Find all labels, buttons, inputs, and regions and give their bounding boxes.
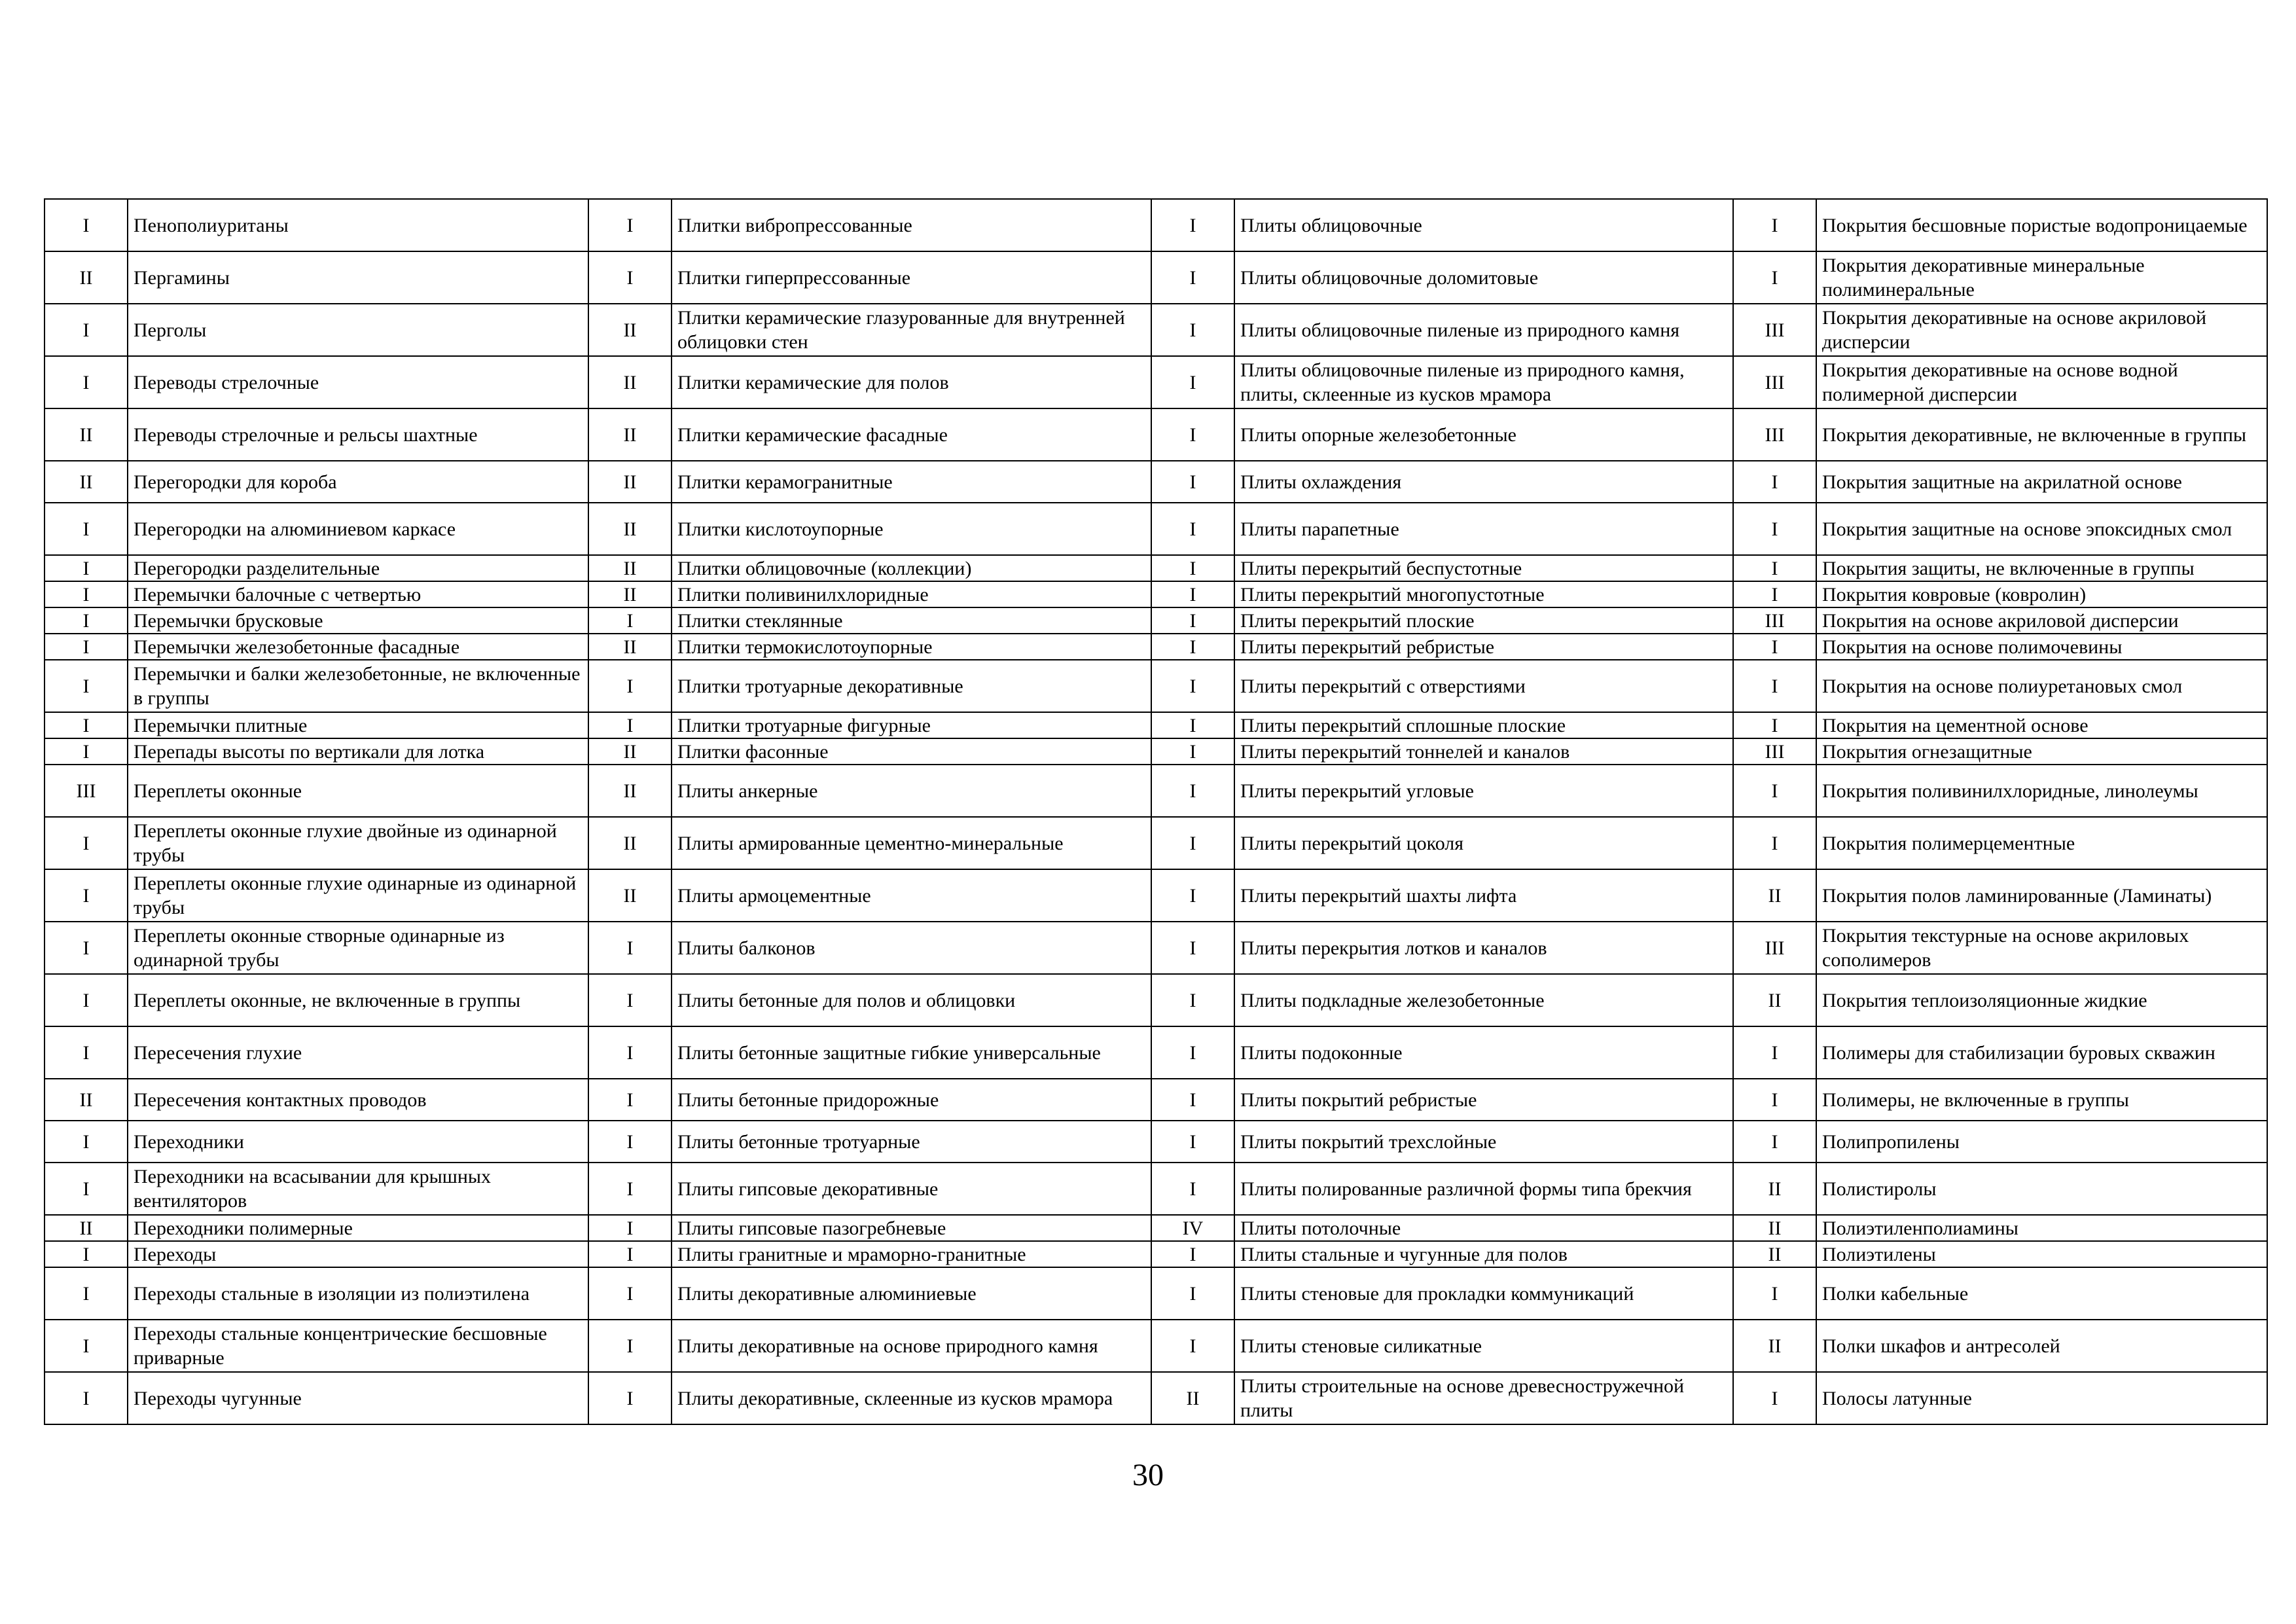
material-name-cell: Перемычки и балки железобетонные, не включенные в группы (128, 660, 588, 712)
material-name-cell: Перемычки железобетонные фасадные (128, 634, 588, 660)
material-name-cell: Полимеры, не включенные в группы (1816, 1079, 2267, 1121)
group-cell: II (588, 555, 672, 581)
group-cell: I (1151, 634, 1234, 660)
material-name-cell: Плиты перекрытий беспустотные (1234, 555, 1733, 581)
material-name-cell: Плиты покрытий трехслойные (1234, 1121, 1733, 1163)
material-name-cell: Плитки тротуарные фигурные (672, 712, 1151, 738)
group-cell: I (45, 1026, 128, 1079)
material-name-cell: Перемычки балочные с четвертью (128, 581, 588, 607)
material-name-cell: Переплеты оконные глухие двойные из одинарной трубы (128, 817, 588, 869)
table-row (45, 1121, 2267, 1163)
group-cell: I (588, 199, 672, 251)
table-row (45, 1320, 2267, 1372)
group-cell: II (1733, 1163, 1816, 1215)
group-cell: I (1151, 1079, 1234, 1121)
material-name-cell: Плитки тротуарные декоративные (672, 660, 1151, 712)
table-row (45, 199, 2267, 251)
group-cell: II (588, 634, 672, 660)
material-name-cell: Плиты перекрытий цоколя (1234, 817, 1733, 869)
material-name-cell: Плиты гипсовые декоративные (672, 1163, 1151, 1215)
table-row (45, 974, 2267, 1026)
group-cell: I (45, 922, 128, 974)
group-cell: I (1151, 581, 1234, 607)
materials-group-table (44, 198, 2268, 1425)
material-name-cell: Покрытия на основе акриловой дисперсии (1816, 607, 2267, 634)
group-cell: I (45, 712, 128, 738)
group-cell: I (1733, 503, 1816, 555)
page-number: 30 (1132, 1458, 1164, 1492)
group-cell: II (588, 356, 672, 408)
group-cell: I (1151, 1241, 1234, 1267)
group-cell: I (588, 660, 672, 712)
material-name-cell: Переводы стрелочные и рельсы шахтные (128, 408, 588, 461)
table-row (45, 304, 2267, 356)
material-name-cell: Плиты полированные различной формы типа брекчия (1234, 1163, 1733, 1215)
material-name-cell: Покрытия на основе полимочевины (1816, 634, 2267, 660)
material-name-cell: Плиты перекрытий угловые (1234, 765, 1733, 817)
material-name-cell: Переходы (128, 1241, 588, 1267)
material-name-cell: Плиты покрытий ребристые (1234, 1079, 1733, 1121)
group-cell: I (45, 634, 128, 660)
material-name-cell: Плиты перекрытий сплошные плоские (1234, 712, 1733, 738)
group-cell: II (588, 581, 672, 607)
material-name-cell: Плиты парапетные (1234, 503, 1733, 555)
table-row (45, 712, 2267, 738)
material-name-cell: Полистиролы (1816, 1163, 2267, 1215)
material-name-cell: Плиты облицовочные доломитовые (1234, 251, 1733, 304)
material-name-cell: Плиты стальные и чугунные для полов (1234, 1241, 1733, 1267)
group-cell: I (45, 503, 128, 555)
material-name-cell: Переходники на всасывании для крышных вентиляторов (128, 1163, 588, 1215)
group-cell: I (45, 1163, 128, 1215)
group-cell: II (1151, 1372, 1234, 1424)
table-row (45, 660, 2267, 712)
group-cell: I (588, 922, 672, 974)
group-cell: I (588, 1026, 672, 1079)
group-cell: I (1733, 555, 1816, 581)
material-name-cell: Плиты стеновые для прокладки коммуникаций (1234, 1267, 1733, 1320)
material-name-cell: Покрытия ковровые (ковролин) (1816, 581, 2267, 607)
group-cell: I (588, 1241, 672, 1267)
group-cell: I (1733, 660, 1816, 712)
group-cell: I (45, 555, 128, 581)
material-name-cell: Плиты облицовочные пиленые из природного камня (1234, 304, 1733, 356)
material-name-cell: Плиты анкерные (672, 765, 1151, 817)
material-name-cell: Плиты перекрытий шахты лифта (1234, 869, 1733, 922)
material-name-cell: Плиты перекрытий тоннелей и каналов (1234, 738, 1733, 765)
table-row (45, 1026, 2267, 1079)
group-cell: I (45, 1267, 128, 1320)
group-cell: I (1151, 922, 1234, 974)
table-row (45, 634, 2267, 660)
material-name-cell: Покрытия защитные на основе эпоксидных смол (1816, 503, 2267, 555)
group-cell: I (1733, 1026, 1816, 1079)
group-cell: I (588, 1372, 672, 1424)
group-cell: I (1151, 1121, 1234, 1163)
group-cell: II (588, 869, 672, 922)
material-name-cell: Переходы стальные концентрические бесшовные приварные (128, 1320, 588, 1372)
group-cell: II (1733, 974, 1816, 1026)
group-cell: III (1733, 304, 1816, 356)
material-name-cell: Пергамины (128, 251, 588, 304)
group-cell: I (1151, 461, 1234, 503)
material-name-cell: Полимеры для стабилизации буровых скважин (1816, 1026, 2267, 1079)
group-cell: I (1151, 503, 1234, 555)
material-name-cell: Плитки фасонные (672, 738, 1151, 765)
group-cell: I (1733, 581, 1816, 607)
group-cell: III (1733, 922, 1816, 974)
table-row (45, 1372, 2267, 1424)
material-name-cell: Перемычки брусковые (128, 607, 588, 634)
group-cell: I (45, 1320, 128, 1372)
material-name-cell: Покрытия полимерцементные (1816, 817, 2267, 869)
material-name-cell: Перегородки на алюминиевом каркасе (128, 503, 588, 555)
table-row (45, 1267, 2267, 1320)
material-name-cell: Переводы стрелочные (128, 356, 588, 408)
group-cell: I (1151, 660, 1234, 712)
group-cell: I (1733, 1121, 1816, 1163)
group-cell: IV (1151, 1215, 1234, 1241)
table-row (45, 738, 2267, 765)
group-cell: I (1151, 817, 1234, 869)
material-name-cell: Покрытия декоративные минеральные полиминеральные (1816, 251, 2267, 304)
group-cell: II (45, 408, 128, 461)
material-name-cell: Покрытия защиты, не включенные в группы (1816, 555, 2267, 581)
group-cell: I (1151, 869, 1234, 922)
material-name-cell: Плиты бетонные защитные гибкие универсальные (672, 1026, 1151, 1079)
group-cell: I (1151, 1163, 1234, 1215)
group-cell: II (45, 1215, 128, 1241)
group-cell: I (588, 1215, 672, 1241)
group-cell: II (45, 251, 128, 304)
group-cell: I (588, 607, 672, 634)
table-row (45, 1215, 2267, 1241)
group-cell: I (45, 607, 128, 634)
group-cell: I (1151, 251, 1234, 304)
table-row (45, 1163, 2267, 1215)
material-name-cell: Плиты армированные цементно-минеральные (672, 817, 1151, 869)
group-cell: I (588, 1079, 672, 1121)
material-name-cell: Пересечения контактных проводов (128, 1079, 588, 1121)
group-cell: I (1151, 738, 1234, 765)
material-name-cell: Полосы латунные (1816, 1372, 2267, 1424)
group-cell: I (1733, 1267, 1816, 1320)
group-cell: I (1733, 1079, 1816, 1121)
group-cell: I (588, 1320, 672, 1372)
group-cell: II (1733, 1241, 1816, 1267)
material-name-cell: Плитки стеклянные (672, 607, 1151, 634)
material-name-cell: Плитки облицовочные (коллекции) (672, 555, 1151, 581)
group-cell: I (1151, 408, 1234, 461)
material-name-cell: Плиты армоцементные (672, 869, 1151, 922)
material-name-cell: Плиты облицовочные (1234, 199, 1733, 251)
material-name-cell: Плиты стеновые силикатные (1234, 1320, 1733, 1372)
group-cell: I (588, 1267, 672, 1320)
material-name-cell: Покрытия декоративные на основе водной полимерной дисперсии (1816, 356, 2267, 408)
material-name-cell: Плитки кислотоупорные (672, 503, 1151, 555)
table-row (45, 461, 2267, 503)
material-name-cell: Плиты гранитные и мраморно-гранитные (672, 1241, 1151, 1267)
material-name-cell: Покрытия теплоизоляционные жидкие (1816, 974, 2267, 1026)
material-name-cell: Плиты подкладные железобетонные (1234, 974, 1733, 1026)
material-name-cell: Полиэтиленполиамины (1816, 1215, 2267, 1241)
group-cell: I (1151, 1320, 1234, 1372)
material-name-cell: Плитки керамогранитные (672, 461, 1151, 503)
group-cell: III (1733, 607, 1816, 634)
material-name-cell: Переходы стальные в изоляции из полиэтилена (128, 1267, 588, 1320)
group-cell: I (45, 1241, 128, 1267)
group-cell: II (1733, 1215, 1816, 1241)
material-name-cell: Плиты балконов (672, 922, 1151, 974)
material-name-cell: Плитки керамические для полов (672, 356, 1151, 408)
material-name-cell: Переплеты оконные створные одинарные из одинарной трубы (128, 922, 588, 974)
group-cell: I (45, 356, 128, 408)
material-name-cell: Плиты гипсовые пазогребневые (672, 1215, 1151, 1241)
table-row (45, 251, 2267, 304)
material-name-cell: Полки шкафов и антресолей (1816, 1320, 2267, 1372)
material-name-cell: Плитки керамические фасадные (672, 408, 1151, 461)
group-cell: III (1733, 356, 1816, 408)
group-cell: I (1733, 199, 1816, 251)
table-row (45, 356, 2267, 408)
material-name-cell: Плиты бетонные тротуарные (672, 1121, 1151, 1163)
material-name-cell: Плиты бетонные для полов и облицовки (672, 974, 1151, 1026)
material-name-cell: Перегородки для короба (128, 461, 588, 503)
material-name-cell: Плиты декоративные на основе природного камня (672, 1320, 1151, 1372)
material-name-cell: Переплеты оконные (128, 765, 588, 817)
group-cell: I (1733, 765, 1816, 817)
table-row (45, 922, 2267, 974)
material-name-cell: Перегородки разделительные (128, 555, 588, 581)
group-cell: II (1733, 869, 1816, 922)
material-name-cell: Плиты декоративные алюминиевые (672, 1267, 1151, 1320)
table-row (45, 607, 2267, 634)
material-name-cell: Покрытия декоративные на основе акриловой дисперсии (1816, 304, 2267, 356)
material-name-cell: Пенополиуританы (128, 199, 588, 251)
group-cell: II (588, 738, 672, 765)
material-name-cell: Плиты бетонные придорожные (672, 1079, 1151, 1121)
group-cell: III (1733, 738, 1816, 765)
material-name-cell: Полипропилены (1816, 1121, 2267, 1163)
material-name-cell: Переплеты оконные, не включенные в группы (128, 974, 588, 1026)
material-name-cell: Покрытия защитные на акрилатной основе (1816, 461, 2267, 503)
material-name-cell: Перепады высоты по вертикали для лотка (128, 738, 588, 765)
material-name-cell: Переходы чугунные (128, 1372, 588, 1424)
material-name-cell: Покрытия на основе полиуретановых смол (1816, 660, 2267, 712)
table-row (45, 1079, 2267, 1121)
group-cell: I (1733, 634, 1816, 660)
group-cell: I (1733, 1372, 1816, 1424)
material-name-cell: Плитки термокислотоупорные (672, 634, 1151, 660)
group-cell: I (1151, 712, 1234, 738)
material-name-cell: Полиэтилены (1816, 1241, 2267, 1267)
material-name-cell: Покрытия полов ламинированные (Ламинаты) (1816, 869, 2267, 922)
group-cell: II (588, 503, 672, 555)
group-cell: II (45, 1079, 128, 1121)
group-cell: I (1151, 765, 1234, 817)
material-name-cell: Покрытия текстурные на основе акриловых сополимеров (1816, 922, 2267, 974)
group-cell: I (1151, 1267, 1234, 1320)
material-name-cell: Плиты перекрытий ребристые (1234, 634, 1733, 660)
table-row (45, 1241, 2267, 1267)
group-cell: III (45, 765, 128, 817)
group-cell: II (588, 765, 672, 817)
material-name-cell: Перемычки плитные (128, 712, 588, 738)
group-cell: I (588, 974, 672, 1026)
table-row (45, 555, 2267, 581)
group-cell: I (1151, 607, 1234, 634)
material-name-cell: Переходники полимерные (128, 1215, 588, 1241)
group-cell: I (1151, 1026, 1234, 1079)
group-cell: I (588, 712, 672, 738)
material-name-cell: Покрытия бесшовные пористые водопроницаемые (1816, 199, 2267, 251)
group-cell: II (588, 304, 672, 356)
material-name-cell: Плиты перекрытий многопустотные (1234, 581, 1733, 607)
group-cell: I (1151, 974, 1234, 1026)
material-name-cell: Плиты потолочные (1234, 1215, 1733, 1241)
group-cell: I (45, 817, 128, 869)
material-name-cell: Покрытия декоративные, не включенные в группы (1816, 408, 2267, 461)
group-cell: III (1733, 408, 1816, 461)
material-name-cell: Плиты охлаждения (1234, 461, 1733, 503)
table-row (45, 581, 2267, 607)
group-cell: I (45, 304, 128, 356)
material-name-cell: Переплеты оконные глухие одинарные из одинарной трубы (128, 869, 588, 922)
material-name-cell: Плиты перекрытий с отверстиями (1234, 660, 1733, 712)
table-row (45, 765, 2267, 817)
material-name-cell: Покрытия на цементной основе (1816, 712, 2267, 738)
table-row (45, 503, 2267, 555)
table-row (45, 817, 2267, 869)
group-cell: I (45, 738, 128, 765)
group-cell: I (45, 1121, 128, 1163)
group-cell: I (1151, 199, 1234, 251)
group-cell: I (45, 1372, 128, 1424)
group-cell: I (588, 1121, 672, 1163)
group-cell: I (588, 251, 672, 304)
group-cell: II (588, 408, 672, 461)
material-name-cell: Полки кабельные (1816, 1267, 2267, 1320)
group-cell: I (1733, 712, 1816, 738)
group-cell: I (1733, 251, 1816, 304)
material-name-cell: Плиты облицовочные пиленые из природного камня, плиты, склеенные из кусков мрамора (1234, 356, 1733, 408)
material-name-cell: Покрытия огнезащитные (1816, 738, 2267, 765)
group-cell: II (588, 817, 672, 869)
group-cell: I (45, 660, 128, 712)
material-name-cell: Плитки поливинилхлоридные (672, 581, 1151, 607)
group-cell: II (45, 461, 128, 503)
material-name-cell: Плитки керамические глазурованные для внутренней облицовки стен (672, 304, 1151, 356)
material-name-cell: Плиты перекрытий плоские (1234, 607, 1733, 634)
material-name-cell: Покрытия поливинилхлоридные, линолеумы (1816, 765, 2267, 817)
material-name-cell: Пересечения глухие (128, 1026, 588, 1079)
table-row (45, 408, 2267, 461)
group-cell: II (588, 461, 672, 503)
material-name-cell: Плиты подоконные (1234, 1026, 1733, 1079)
group-cell: I (45, 199, 128, 251)
material-name-cell: Плиты перекрытия лотков и каналов (1234, 922, 1733, 974)
group-cell: I (1733, 817, 1816, 869)
group-cell: I (45, 869, 128, 922)
material-name-cell: Переходники (128, 1121, 588, 1163)
group-cell: II (1733, 1320, 1816, 1372)
material-name-cell: Перголы (128, 304, 588, 356)
group-cell: I (1733, 461, 1816, 503)
group-cell: I (45, 974, 128, 1026)
table-row (45, 869, 2267, 922)
group-cell: I (1151, 555, 1234, 581)
group-cell: I (45, 581, 128, 607)
material-name-cell: Плитки вибропрессованные (672, 199, 1151, 251)
material-name-cell: Плиты строительные на основе древесностружечной плиты (1234, 1372, 1733, 1424)
material-name-cell: Плитки гиперпрессованные (672, 251, 1151, 304)
group-cell: I (1151, 356, 1234, 408)
material-name-cell: Плиты декоративные, склеенные из кусков мрамора (672, 1372, 1151, 1424)
group-cell: I (1151, 304, 1234, 356)
group-cell: I (588, 1163, 672, 1215)
material-name-cell: Плиты опорные железобетонные (1234, 408, 1733, 461)
